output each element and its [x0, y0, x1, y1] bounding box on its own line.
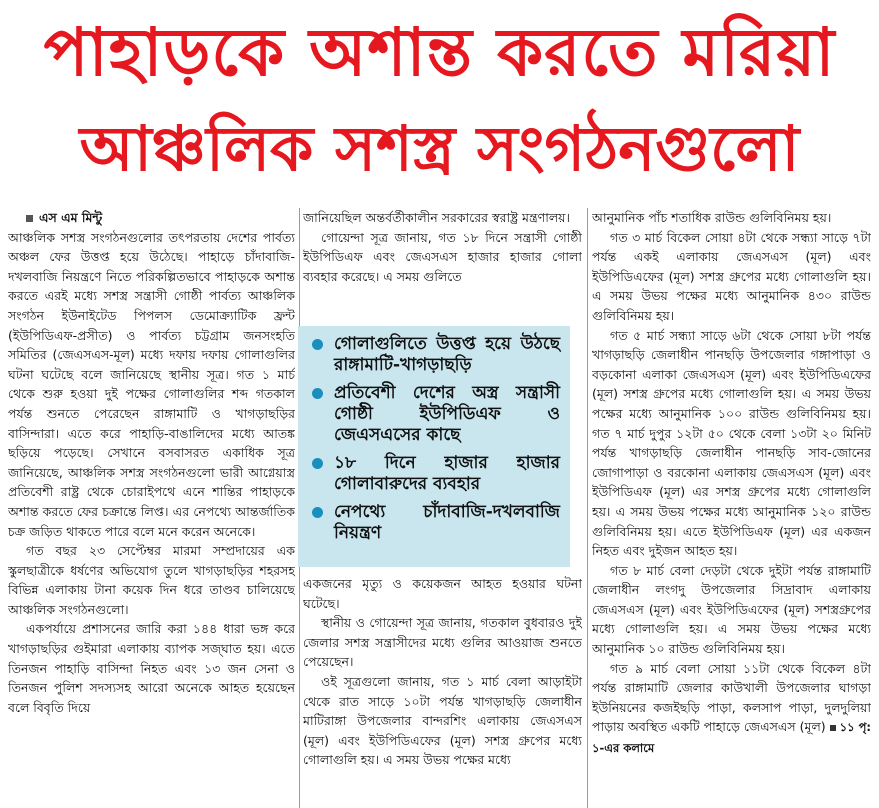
highlight-item [310, 453, 560, 495]
highlight-text: গোলাগুলিতে উত্তপ্ত হয়ে উঠছে রাঙ্গামাটি-খাগড়াছড়ি [334, 334, 560, 375]
continued-text: ১১ পৃ: ১-এর কলামে [592, 720, 871, 756]
paragraph: গত বছর ২৩ সেপ্টেম্বর মারমা সম্প্রদায়ের এক স্কুলছাত্রীকে ধর্ষণের অভিযোগ তুলে খাগড়াছড়ির শহরসহ বিভিন্ন এলাকায় টানা কয়েক দিন ধরে তাণ্ডব চালিয়েছে আঞ্চলিক সংগঠনগুলো। [8, 543, 295, 617]
bullet-dot-icon [312, 458, 323, 469]
highlight-text: ১৮ দিনে হাজার হাজার গোলাবারুদের ব্যবহার [334, 453, 560, 494]
paragraph: আঞ্চলিক সশস্ত্র সংগঠনগুলোর তৎপরতায় দেশের পার্বত্য অঞ্চল ফের উত্তপ্ত হয়ে উঠেছে। পাহাড়ে চাঁদাবাজি-দখলবাজি নিয়ন্ত্রণে নিতে পরিকল্পিতভাবে পাহাড়কে অশান্ত করতে এরই মধ্যে সশস্ত্র সন্ত্রাসী গোষ্ঠী পার্বত্য আঞ্চলিক সংগঠন ইউনাইটেড পিপলস ডেমোক্র্যাটিক ফ্রন্ট (ইউপিডিএফ-প্রসীত) ও পার্বত্য চট্টগ্রাম জনসংহতি সমিতির (জেএসএস-মূল) মধ্যে দফায় দফায় গোলাগুলির ঘটনা ঘটেছে বলে জানিয়েছে স্থানীয় সূত্র। গত ১ মার্চ থেকে শুরু হওয়া দুই পক্ষের গোলাগুলির শব্দ গতকাল পর্যন্ত শুনতে পেরেছেন রাঙ্গামাটি ও খাগড়াছড়ির বাসিন্দারা। এতে করে পাহাড়ি-বাঙালিদের মধ্যে আতঙ্ক ছড়িয়ে পড়েছে। সেখানে বসবাসরত একাধিক সূত্র জানিয়েছে, আঞ্চলিক সশস্ত্র সংগঠনগুলো ভারী আগ্নেয়াস্ত্র প্রতিবেশী রাষ্ট্র থেকে চোরাইপথে এনে শান্তির পাহাড়কে অশান্ত করতে ফের চক্রান্তে লিপ্ত। এর নেপথ্যে আন্তর্জাতিক চক্র জড়িত থাকতে পারে বলে মনে করেন অনেকে। [8, 229, 295, 539]
bullet-dot-icon [312, 507, 323, 518]
highlights-box [298, 326, 570, 567]
highlight-text: প্রতিবেশী দেশের অস্ত্র সন্ত্রাসী গোষ্ঠী ইউপিডিএফ ও জেএসএসের কাছে [334, 383, 560, 445]
square-bullet-icon [26, 215, 33, 222]
paragraph: স্থানীয় ও গোয়েন্দা সূত্র জানায়, গতকাল বুধবারও দুই জেলার সশস্ত্র সন্ত্রাসীদের মধ্যে গুলির আওয়াজ শুনতে পেয়েছেন। [303, 615, 582, 670]
headline-line-1: পাহাড়কে অশান্ত করতে মরিয়া [43, 14, 836, 91]
bullet-dot-icon [312, 339, 323, 350]
paragraph: গোয়েন্দা সূত্র জানায়, গত ১৮ দিনে সন্ত্রাসী গোষ্ঠী ইউপিডিএফ এবং জেএসএস হাজার হাজার গোলা ব্যবহার করেছে। এ সময় গুলিতে [303, 229, 582, 284]
column-2-bottom-text [303, 574, 582, 770]
paragraph: গত ৩ মার্চ বিকেল সোয়া ৪টা থেকে সন্ধ্যা সাড়ে ৭টা পর্যন্ত একই এলাকায় জেএসএস (মূল) এবং ইউপিডিএফের (মূল) সশস্ত্র গ্রুপের মধ্যে গোলাগুলি হয়। এ সময় উভয় পক্ষের মধ্যে আনুমানিক ৪৩০ রাউন্ড গুলিবিনিময় হয়। [592, 229, 871, 323]
highlight-item [310, 334, 560, 376]
paragraph: একজনের মৃত্যু ও কয়েকজন আহত হওয়ার ঘটনা ঘটেছে। [303, 576, 582, 611]
paragraph: আনুমানিক পাঁচ শতাধিক রাউন্ড গুলিবিনিময় হয়। [592, 210, 832, 225]
paragraph: ওই সূত্রগুলো জানায়, গত ১ মার্চ বেলা আড়াইটা থেকে রাত সাড়ে ১০টা পর্যন্ত খাগড়াছড়ি জেলাধীন মাটিরাঙ্গা উপজেলার বান্দরশিং এলাকায় জেএসএস (মূল) এবং ইউপিডিএফের (মূল) সশস্ত্র গ্রুপের মধ্যে গোলাগুলি হয়। এ সময় উভয় পক্ষের মধ্যে [303, 673, 582, 768]
headline [0, 4, 879, 196]
paragraph: গত ৮ মার্চ বেলা দেড়টা থেকে দুইটা পর্যন্ত রাঙ্গামাটি জেলাধীন লংগদু উপজেলার সিদ্রাবাদ এলাকায় জেএসএস (মূল) এবং ইউপিডিএফের (মূল) সশস্ত্রগ্রুপের মধ্যে গোলাগুলি হয়। এ সময় উভয় পক্ষের মধ্যে আনুমানিক ১০ রাউন্ড গুলিবিনিময় হয়। [592, 562, 871, 657]
headline-line-2: আঞ্চলিক সশস্ত্র সংগঠনগুলো [79, 112, 800, 185]
paragraph: গত ৫ মার্চ সন্ধ্যা সাড়ে ৬টা থেকে সোয়া ৮টা পর্যন্ত খাগড়াছড়ি জেলাধীন পানছড়ি উপজেলার গঙ্গাপাড়া ও বড়কোনা এলাকা জেএসএস (মূল) এবং ইউপিডিএফের (মূল) সশস্ত্র গ্রুপের মধ্যে গোলাগুলি হয়। এ সময় উভয় পক্ষের মধ্যে আনুমানিক ১০০ রাউন্ড গুলিবিনিময় হয়। গত ৭ মার্চ দুপুর ১২টা ৫০ থেকে বেলা ১৩টা ২০ মিনিট পর্যন্ত খাগড়াছড়ি জেলাধীন পানছড়ি সাব-জোনের জোগাপাড়া ও বরকোনা এলাকায় জেএসএস (মূল) এবং ইউপিডিএফ (মূল) এর সশস্ত্র গ্রুপের মধ্যে গোলাগুলি হয়। এ সময় উভয় পক্ষের মধ্যে আনুমানিক ১২০ রাউন্ড গুলিবিনিময় হয়। এতে ইউপিডিএফ (মূল) এর একজন নিহত এবং দুইজন আহত হয়। [592, 327, 871, 559]
paragraph-text: গত ৯ মার্চ বেলা সোয়া ১১টা থেকে বিকেল ৪টা পর্যন্ত রাঙ্গামাটি জেলার কাউখালী উপজেলার ঘাগড়া ইউনিয়নের কজইছড়ি পাড়া, কলসাপ পাড়া, দুলদুলিয়া পাড়ায় অবস্থিত একটি পাহাড়ে জেএসএস (মূল) [592, 660, 871, 735]
author-name: এস এম মিন্টু [39, 210, 103, 225]
article-column-3 [592, 208, 871, 808]
column-2-top-text [303, 208, 582, 286]
highlight-item [310, 502, 560, 544]
highlight-text: নেপথ্যে চাঁদাবাজি-দখলবাজি নিয়ন্ত্রণ [334, 502, 560, 543]
column-divider [587, 208, 588, 808]
paragraph [592, 659, 871, 759]
paragraph: জানিয়েছিল অন্তর্বর্তীকালীন সরকারের স্বরাষ্ট্র মন্ত্রণালয়। [303, 210, 570, 225]
article-column-1 [8, 208, 295, 808]
square-bullet-icon [830, 725, 836, 731]
bullet-dot-icon [312, 388, 323, 399]
highlight-item [310, 383, 560, 446]
byline [8, 208, 295, 228]
paragraph: একপর্যায়ে প্রশাসনের জারি করা ১৪৪ ধারা ভঙ্গ করে খাগড়াছড়ির গুইমারা এলাকায় ব্যাপক সজ্ঘাত হয়। এতে তিনজন পাহাড়ি বাসিন্দা নিহত এবং ১৩ জন সেনা ও তিনজন পুলিশ সদস্যসহ আরো অনেকে আহত হয়েছেন বলে বিবৃতি দিয়ে [8, 621, 295, 715]
